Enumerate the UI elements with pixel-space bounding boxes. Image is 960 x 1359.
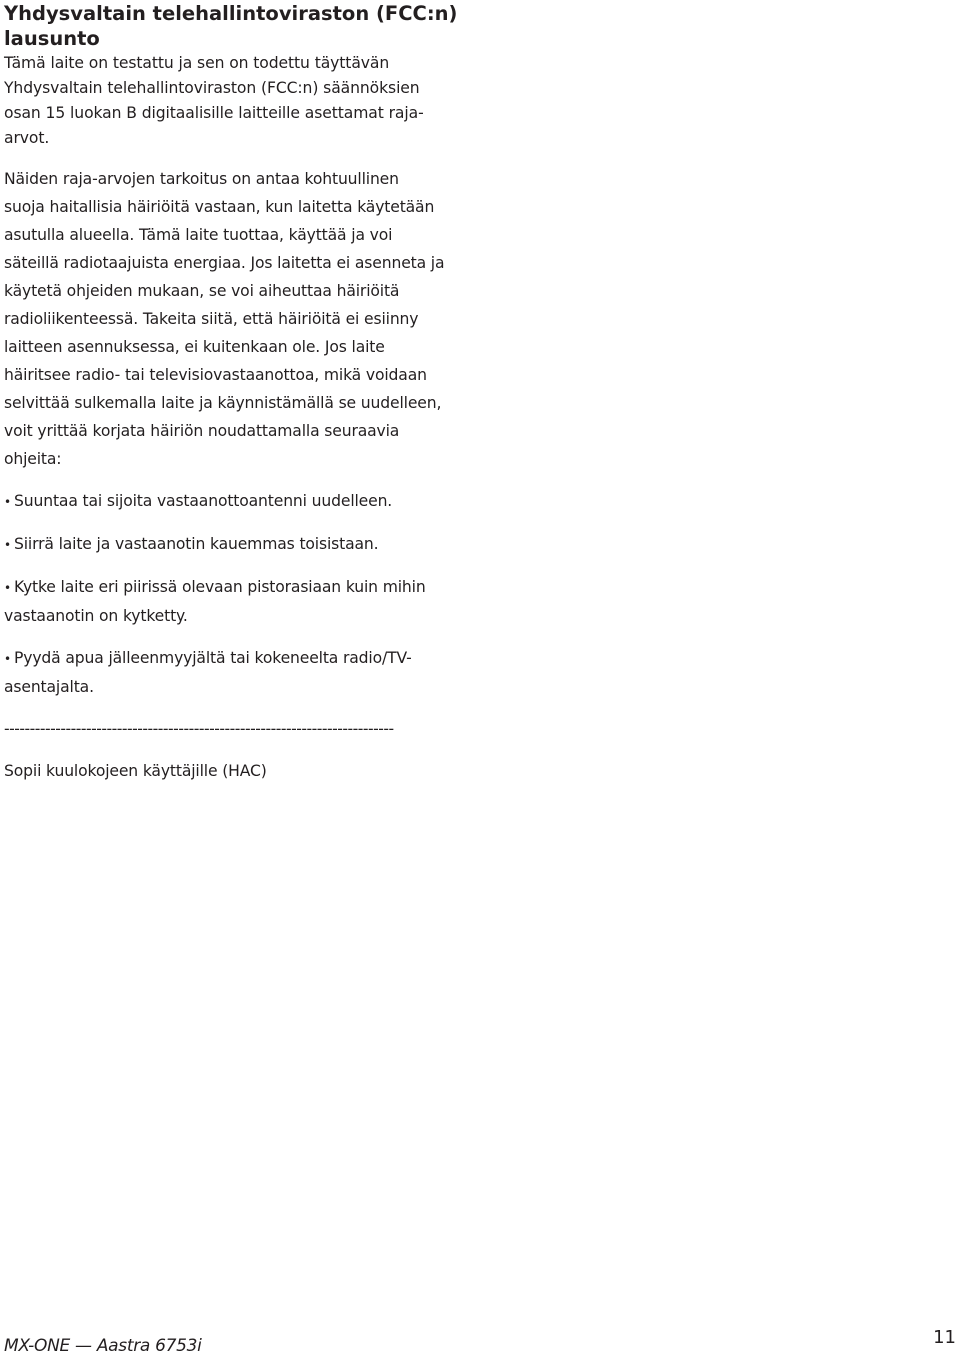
text-line: säteillä radiotaajuista energiaa. Jos laitetta ei asenneta ja [4, 254, 445, 272]
list-item [4, 487, 474, 516]
list-item-text: Pyydä apua jälleenmyyjältä tai kokeneelta radio/TV- [14, 649, 412, 667]
document-body [4, 0, 474, 785]
text-line: ohjeita: [4, 450, 62, 468]
text-line: käytetä ohjeiden mukaan, se voi aiheuttaa häiriöitä [4, 282, 400, 300]
footer-product-name: MX-ONE — Aastra 6753i [4, 1336, 202, 1356]
bullet-icon: • [4, 581, 11, 595]
text-line: Tämä laite on testattu ja sen on todettu täyttävän [4, 54, 390, 72]
text-line: selvittää sulkemalla laite ja käynnistämällä se uudelleen, [4, 394, 442, 412]
hac-statement: Sopii kuulokojeen käyttäjille (HAC) [4, 762, 267, 780]
text-line: häiritsee radio- tai televisiovastaanottoa, mikä voidaan [4, 366, 427, 384]
title-line: Yhdysvaltain telehallintoviraston (FCC:n) [4, 2, 458, 25]
list-item-text: asentajalta. [4, 678, 94, 696]
list-item [4, 530, 474, 559]
text-line: osan 15 luokan B digitaalisille laitteille asettamat raja- [4, 104, 424, 122]
page-number: 11 [933, 1327, 956, 1348]
text-line: arvot. [4, 129, 50, 147]
list-item-text: Kytke laite eri piirissä olevaan pistorasiaan kuin mihin [14, 578, 426, 596]
title-line: lausunto [4, 27, 100, 50]
list-item-text: vastaanotin on kytketty. [4, 607, 188, 625]
text-line: Yhdysvaltain telehallintoviraston (FCC:n) säännöksien [4, 79, 420, 97]
instruction-list [4, 487, 474, 701]
dashed-separator: ---------------------------------------------------------------------------- [4, 720, 394, 738]
list-item [4, 644, 474, 701]
bullet-icon: • [4, 495, 11, 509]
text-line: laitteen asennuksessa, ei kuitenkaan ole. Jos laite [4, 338, 385, 356]
bullet-icon: • [4, 538, 11, 552]
body-paragraph [4, 165, 474, 473]
list-item [4, 573, 474, 630]
text-line: Näiden raja-arvojen tarkoitus on antaa kohtuullinen [4, 170, 399, 188]
text-line: suoja haitallisia häiriöitä vastaan, kun laitetta käytetään [4, 198, 435, 216]
text-line: voit yrittää korjata häiriön noudattamalla seuraavia [4, 422, 400, 440]
intro-text [4, 51, 474, 151]
page-title [4, 1, 474, 51]
text-line: asutulla alueella. Tämä laite tuottaa, käyttää ja voi [4, 226, 393, 244]
list-item-text: Suuntaa tai sijoita vastaanottoantenni uudelleen. [14, 492, 393, 510]
bullet-icon: • [4, 652, 11, 666]
text-line: radioliikenteessä. Takeita siitä, että häiriöitä ei esiinny [4, 310, 419, 328]
list-item-text: Siirrä laite ja vastaanotin kauemmas toisistaan. [14, 535, 379, 553]
